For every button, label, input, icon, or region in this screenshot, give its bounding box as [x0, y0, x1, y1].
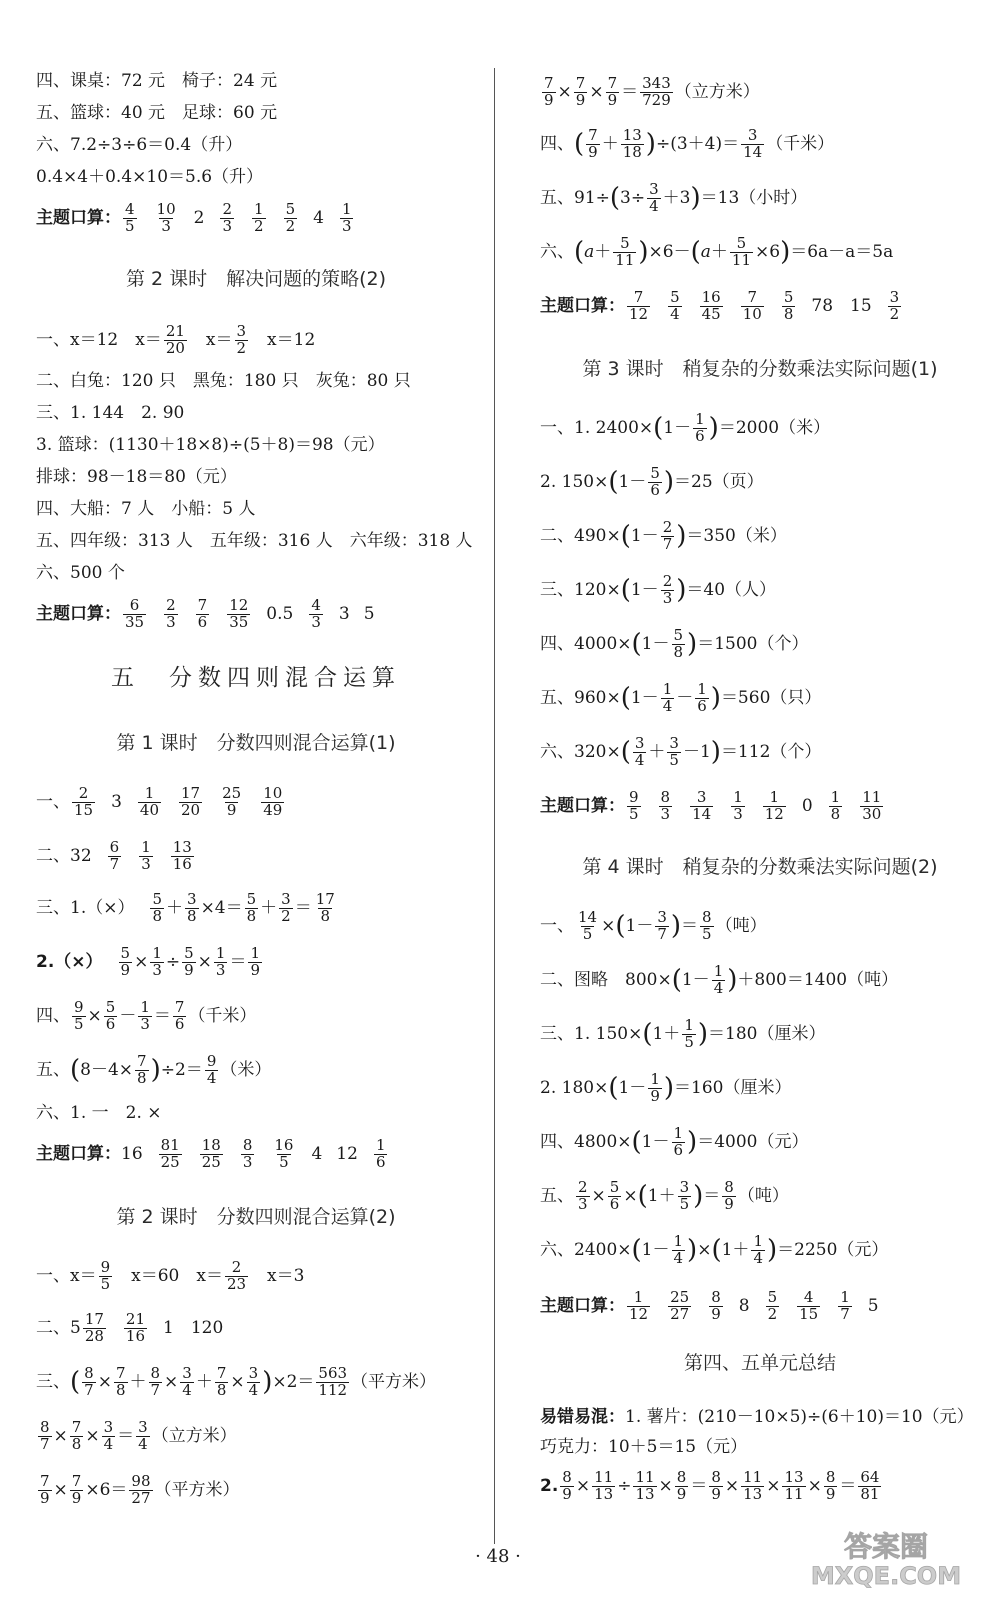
answer-line: 四、课桌：72 元 椅子：24 元: [36, 70, 278, 91]
lesson-title: 第 2 课时 分数四则混合运算(2): [116, 1205, 396, 1228]
page-number: · 48 ·: [475, 1546, 521, 1567]
answer-line: 一、x＝12 x＝ $\frac{21}{20}$ x＝ $\frac{3}{2}$ x＝12: [36, 321, 316, 357]
answer-line: 3. 篮球：(1130＋18×8)÷(5＋8)＝98（元）: [36, 434, 385, 455]
answer-line: 0.4×4＋0.4×10＝5.6（升）: [36, 166, 264, 187]
answer-line: 三、1.（×） $\frac{5}{8}$ ＋ $\frac{3}{8}$ ×4＝ $\frac{5}{8}$ ＋ $\frac{3}{2}$ ＝ $\frac{17}{8}$: [36, 889, 335, 925]
answer-line: 四、4800× ( 1－ $\frac{1}{6}$ ) ＝4000（元）: [540, 1123, 809, 1159]
answer-line: 三、 ( $\frac{8}{7}$ × $\frac{7}{8}$ ＋ $\frac{8}{7}$ × $\frac{3}{4}$ ＋ $\frac{7}{8}$ × $\frac{3}{4}$ ) ×2＝ $\frac{563}{112}$ （平方米）: [36, 1363, 437, 1399]
answer-line: 五、960× ( 1－ $\frac{1}{4}$ － $\frac{1}{6}$ ) ＝560（只）: [540, 679, 822, 715]
oral-calc-label: 主题口算：: [36, 207, 121, 228]
answer-line: $\frac{7}{9}$ × $\frac{7}{9}$ × $\frac{7}{9}$ ＝ $\frac{343}{729}$ （立方米）: [544, 73, 760, 109]
answer-line: 二、490× ( 1－ $\frac{2}{7}$ ) ＝350（米）: [540, 517, 787, 553]
answer-line: 一、1. 2400× ( 1－ $\frac{1}{6}$ ) ＝2000（米）: [540, 409, 831, 445]
answer-line: 三、1. 144 2. 90: [36, 402, 185, 423]
oral-calc-line: 主题口算： $\frac{9}{5}$ $\frac{8}{3}$ $\frac{3}{14}$ $\frac{1}{3}$ $\frac{1}{12}$ 0 $\frac{1}{8}$ $\frac{11}{30}$: [540, 787, 882, 823]
answer-line: 五、91÷ ( 3÷ $\frac{3}{4}$ ＋3 ) ＝13（小时）: [540, 179, 808, 215]
answer-line: 巧克力：10＋5＝15（元）: [540, 1436, 748, 1457]
column-divider: [494, 68, 495, 1544]
lesson-title: 第 2 课时 解决问题的策略(2): [125, 267, 387, 290]
lesson-title: 第 1 课时 分数四则混合运算(1): [116, 731, 396, 754]
svg-text:答案圈: 答案圈: [843, 1530, 929, 1563]
answer-line: 六、320× ( $\frac{3}{4}$ ＋ $\frac{3}{5}$ －1 ) ＝112（个）: [540, 733, 822, 769]
svg-text:MXQE.COM: MXQE.COM: [810, 1562, 962, 1590]
answer-line: 五、篮球：40 元 足球：60 元: [36, 102, 278, 123]
lesson-title: 第 3 课时 稍复杂的分数乘法实际问题(1): [582, 357, 938, 380]
answer-line: 四、 $\frac{9}{5}$ × $\frac{5}{6}$ － $\frac{1}{3}$ ＝ $\frac{7}{6}$ （千米）: [36, 997, 257, 1033]
answer-line: 六、 ( a ＋ $\frac{5}{11}$ ) ×6－ ( a ＋ $\frac{5}{11}$ ×6 ) ＝6a－a＝5a: [540, 233, 894, 269]
oral-calc-line: 主题口算： $\frac{4}{5}$ $\frac{10}{3}$ 2 $\frac{2}{3}$ $\frac{1}{2}$ $\frac{5}{2}$ 4 $\frac{1}{3}$: [36, 199, 352, 235]
answer-line: 二、图略 800× ( 1－ $\frac{1}{4}$ ) ＋800＝1400（吨）: [540, 961, 899, 997]
answer-line: 二、5 $\frac{17}{28}$ $\frac{21}{16}$ 1 120: [36, 1309, 224, 1345]
answer-line: 二、32 $\frac{6}{7}$ $\frac{1}{3}$ $\frac{13}{16}$: [36, 837, 192, 873]
answer-line: 三、120× ( 1－ $\frac{2}{3}$ ) ＝40（人）: [540, 571, 777, 607]
oral-calc-line: 主题口算： $\frac{6}{35}$ $\frac{2}{3}$ $\frac{7}{6}$ $\frac{12}{35}$ 0.5 $\frac{4}{3}$ 3 5: [36, 595, 375, 631]
answer-line: $\frac{7}{9}$ × $\frac{7}{9}$ ×6＝ $\frac{98}{27}$ （平方米）: [40, 1471, 240, 1507]
lesson-title: 第 4 课时 稍复杂的分数乘法实际问题(2): [582, 855, 938, 878]
answer-line: 2. 150× ( 1－ $\frac{5}{6}$ ) ＝25（页）: [540, 463, 764, 499]
answer-line: 四、 ( $\frac{7}{9}$ ＋ $\frac{13}{18}$ ) ÷(3＋4)＝ $\frac{3}{14}$ （千米）: [540, 125, 835, 161]
answer-line: 五、 ( 8－4× $\frac{7}{8}$ ) ÷2＝ $\frac{9}{4}$ （米）: [36, 1051, 272, 1087]
answer-line: 六、2400× ( 1－ $\frac{1}{4}$ ) × ( 1＋ $\frac{1}{4}$ ) ＝2250（元）: [540, 1231, 889, 1267]
answer-line: 一、 $\frac{14}{5}$ × ( 1－ $\frac{3}{7}$ ) ＝ $\frac{8}{5}$ （吨）: [540, 907, 767, 943]
answer-line: 三、1. 150× ( 1＋ $\frac{1}{5}$ ) ＝180（厘米）: [540, 1015, 826, 1051]
answer-line: 一、 $\frac{2}{15}$ 3 $\frac{1}{40}$ $\frac{17}{20}$ $\frac{25}{9}$ $\frac{10}{49}$: [36, 783, 283, 819]
answer-line: 易错易混： 1. 薯片：(210－10×5)÷(6＋10)＝10（元）: [540, 1406, 974, 1427]
answer-line: 排球：98－18＝80（元）: [36, 466, 237, 487]
unit-title: 五 分数四则混合运算: [111, 664, 401, 691]
answer-line: 六、500 个: [36, 562, 125, 583]
answer-line: 二、白兔：120 只 黑兔：180 只 灰兔：80 只: [36, 370, 411, 391]
watermark-logo: [786, 1520, 986, 1594]
answer-line: 六、7.2÷3÷6＝0.4（升）: [36, 134, 243, 155]
oral-calc-line: 主题口算： $\frac{1}{12}$ $\frac{25}{27}$ $\frac{8}{9}$ 8 $\frac{5}{2}$ $\frac{4}{15}$ $\frac{1}{7}$ 5: [540, 1287, 879, 1323]
answer-line: 五、 $\frac{2}{3}$ × $\frac{5}{6}$ × ( 1＋ $\frac{3}{5}$ ) ＝ $\frac{8}{9}$ （吨）: [540, 1177, 789, 1213]
oral-calc-line: 主题口算： $\frac{7}{12}$ $\frac{5}{4}$ $\frac{16}{45}$ $\frac{7}{10}$ $\frac{5}{8}$ 78 15 $\frac{3}{2}$: [540, 287, 900, 323]
oral-calc-line: 主题口算： 16 $\frac{81}{25}$ $\frac{18}{25}$ $\frac{8}{3}$ $\frac{16}{5}$ 4 12 $\frac{1}{6}$: [36, 1135, 386, 1171]
answer-line: 2. 180× ( 1－ $\frac{1}{9}$ ) ＝160（厘米）: [540, 1069, 792, 1105]
answer-line: $\frac{8}{7}$ × $\frac{7}{8}$ × $\frac{3}{4}$ ＝ $\frac{3}{4}$ （立方米）: [40, 1417, 237, 1453]
summary-title: 第四、五单元总结: [683, 1351, 836, 1374]
answer-line: 四、大船：7 人 小船：5 人: [36, 498, 256, 519]
answer-line: 2.（×） $\frac{5}{9}$ × $\frac{1}{3}$ ÷ $\frac{5}{9}$ × $\frac{1}{3}$ ＝ $\frac{1}{9}$: [36, 943, 261, 979]
answer-line: 一、x＝ $\frac{9}{5}$ x＝60 x＝ $\frac{2}{23}$ x＝3: [36, 1257, 305, 1293]
answer-line: 四、4000× ( 1－ $\frac{5}{8}$ ) ＝1500（个）: [540, 625, 809, 661]
answer-line: 五、四年级：313 人 五年级：316 人 六年级：318 人: [36, 530, 473, 551]
answer-line: 2. $\frac{8}{9}$ × $\frac{11}{13}$ ÷ $\frac{11}{13}$ × $\frac{8}{9}$ ＝ $\frac{8}{9}$ × $\frac{11}{13}$ × $\frac{13}{11}$ × $\frac{8}{9}$ ＝ $\frac{64}{81}$: [540, 1467, 880, 1503]
answer-line: 六、1. 一 2. ×: [36, 1102, 162, 1123]
